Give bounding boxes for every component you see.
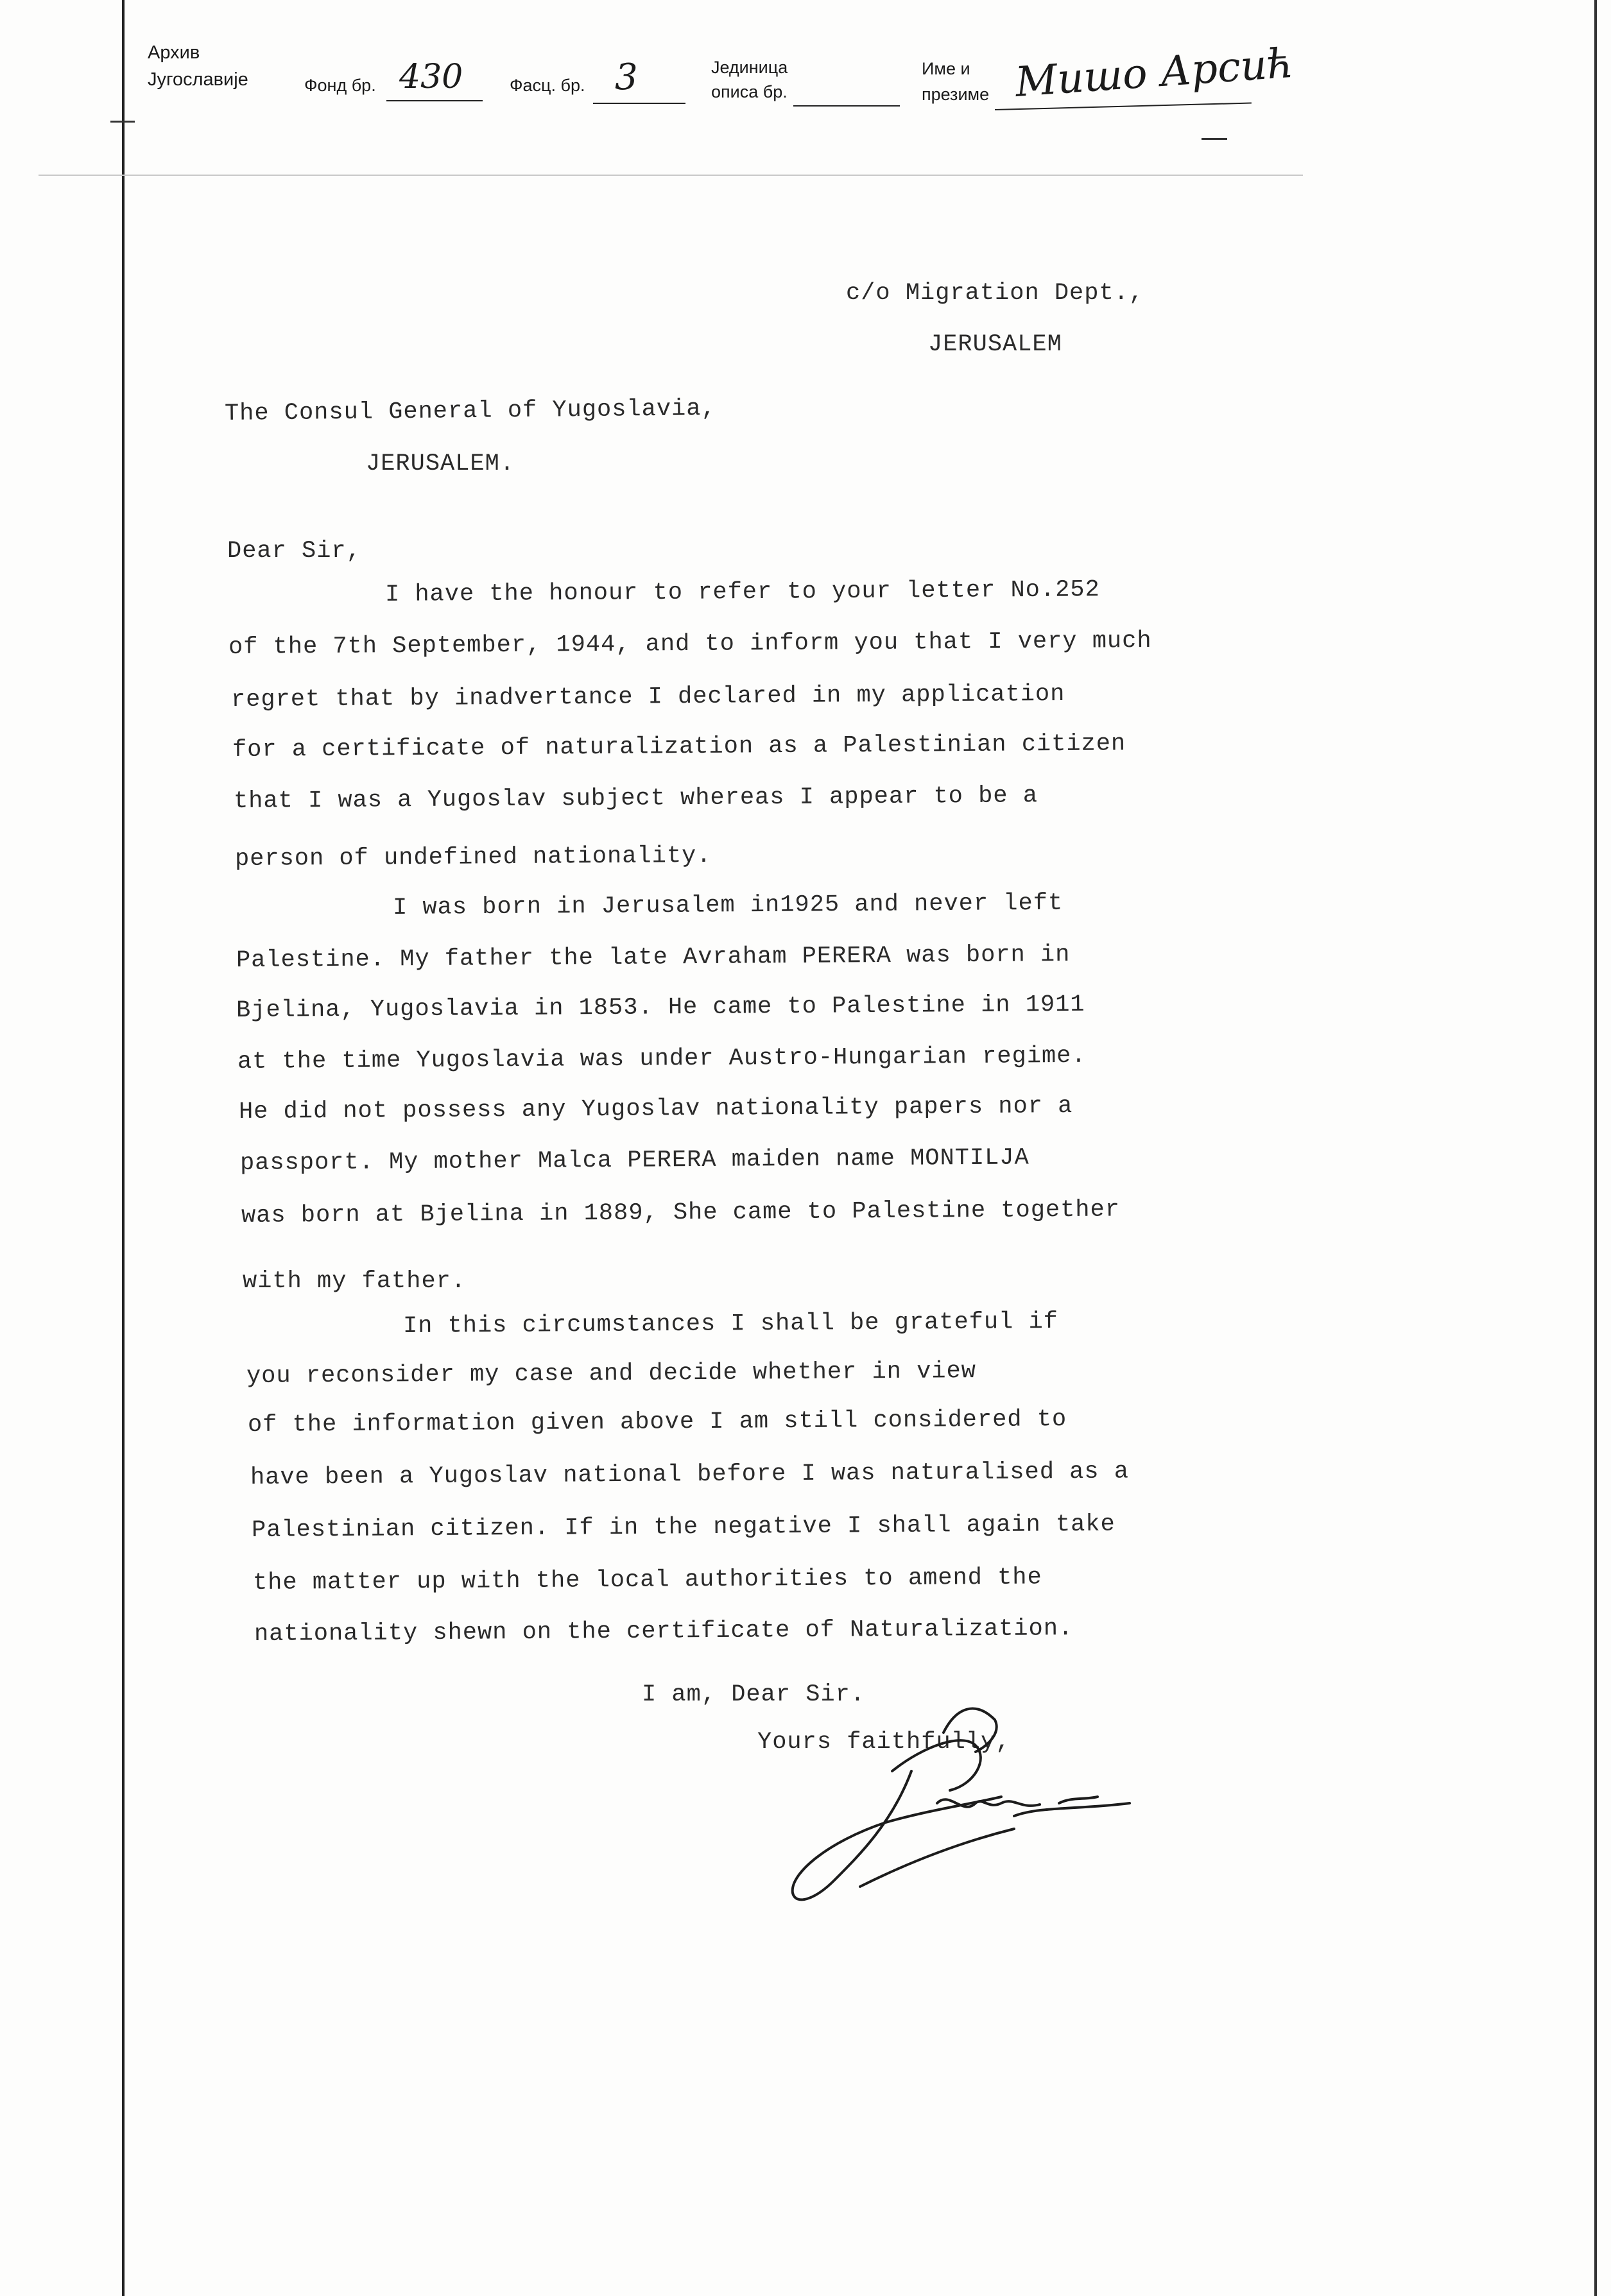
body-line: I have the honour to refer to your letter No.252	[384, 576, 1100, 608]
body-line: was born at Bjelina in 1889, She came to Palestine together	[241, 1196, 1121, 1229]
unit-label-line2: описа бр.	[711, 82, 788, 101]
fond-underline	[386, 100, 483, 101]
body-line: person of undefined nationality.	[234, 842, 712, 873]
body-line: the matter up with the local authorities to amend the	[252, 1564, 1042, 1597]
page-edge-right	[1594, 0, 1597, 2296]
body-line: Palestine. My father the late Avraham PERERA was born in	[236, 941, 1071, 974]
unit-underline	[793, 105, 900, 107]
body-line: you reconsider my case and decide whether in view	[246, 1358, 977, 1390]
scan-fold-line	[39, 175, 1303, 176]
body-line: Bjelina, Yugoslavia in 1853. He came to Palestine in 1911	[236, 991, 1085, 1024]
name-label-line1: Име и	[922, 59, 970, 78]
recipient-line2: JERUSALEM.	[366, 450, 515, 477]
body-line: I was born in Jerusalem in1925 and never left	[392, 889, 1064, 921]
name-label-line2: презиме	[922, 85, 990, 104]
handwritten-signature	[783, 1694, 1155, 1912]
name-value: Мишо Арсић	[1013, 39, 1295, 107]
salutation: Dear Sir,	[227, 538, 361, 565]
body-line: He did not possess any Yugoslav nationality papers nor a	[238, 1092, 1073, 1126]
body-line: have been a Yugoslav national before I was naturalised as a	[250, 1458, 1130, 1491]
archive-name-line2: Југославије	[148, 69, 248, 90]
closing-line2: Yours faithfully,	[757, 1729, 1011, 1756]
body-line: that I was a Yugoslav subject whereas I appear to be a	[233, 782, 1038, 815]
body-line: nationality shewn on the certificate of Naturalization.	[254, 1615, 1074, 1648]
body-line: of the 7th September, 1944, and to inform you that I very much	[228, 627, 1152, 661]
body-line: with my father.	[243, 1268, 467, 1295]
sender-address-line1: c/o Migration Dept.,	[846, 280, 1144, 307]
fond-value: 430	[399, 58, 463, 96]
unit-label-line1: Јединица	[711, 58, 788, 77]
body-line: of the information given above I am still considered to	[247, 1406, 1067, 1439]
body-line: at the time Yugoslavia was under Austro-Hungarian regime.	[237, 1042, 1087, 1075]
body-line: Palestinian citizen. If in the negative I shall again take	[251, 1511, 1116, 1544]
archive-name-line1: Архив	[148, 42, 200, 63]
fasc-label: Фасц. бр.	[510, 76, 585, 95]
body-line: regret that by inadvertance I declared in my application	[230, 680, 1065, 714]
closing-line1: I am, Dear Sir.	[642, 1681, 866, 1708]
body-line: for a certificate of naturalization as a Palestinian citizen	[232, 730, 1126, 764]
fasc-underline	[593, 103, 685, 104]
fasc-value: 3	[615, 56, 638, 98]
page-edge-left	[122, 0, 125, 2296]
margin-mark	[110, 121, 135, 123]
body-line: passport. My mother Malca PERERA maiden name MONTILJA	[239, 1144, 1029, 1177]
margin-mark	[1202, 138, 1227, 140]
recipient-line1: The Consul General of Yugoslavia,	[224, 395, 716, 427]
sender-address-line2: JERUSALEM	[928, 331, 1062, 358]
body-line: In this circumstances I shall be grateful if	[402, 1308, 1059, 1340]
fond-label: Фонд бр.	[304, 76, 376, 95]
